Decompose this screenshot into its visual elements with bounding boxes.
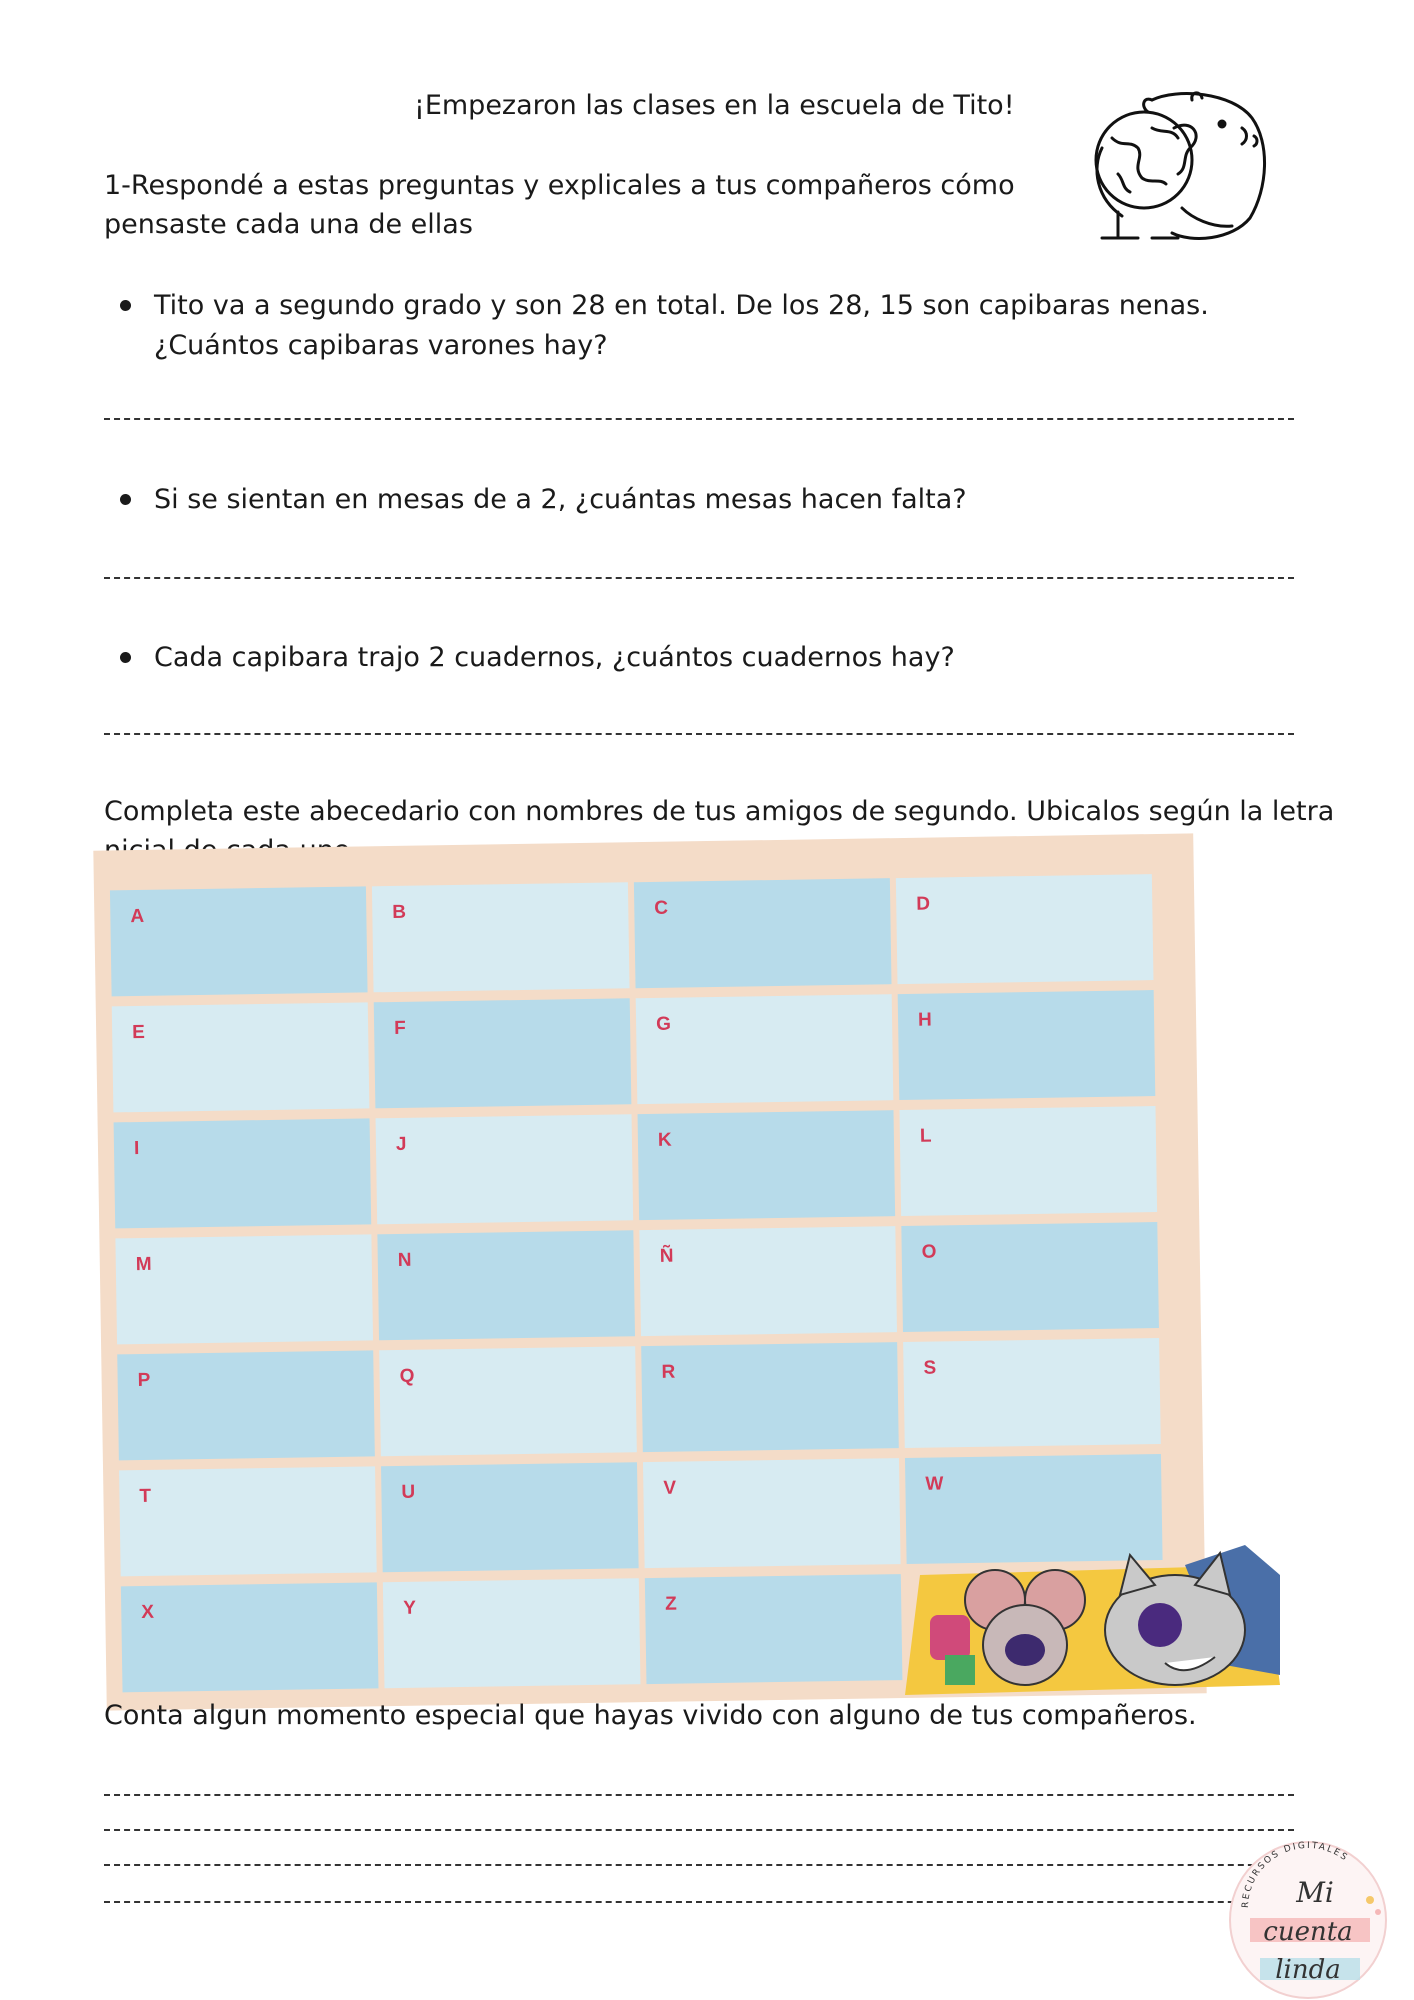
alphabet-letter: L bbox=[919, 1125, 932, 1147]
alphabet-letter: E bbox=[132, 1021, 146, 1044]
question-3: Cada capibara trajo 2 cuadernos, ¿cuántos cuadernos hay? bbox=[154, 642, 955, 673]
answer-line-1[interactable] bbox=[104, 418, 1294, 420]
alphabet-letter: Y bbox=[403, 1597, 417, 1619]
alphabet-cell-r[interactable] bbox=[641, 1342, 899, 1452]
alphabet-cell-p[interactable] bbox=[117, 1350, 375, 1460]
question-1-line-2: ¿Cuántos capibaras varones hay? bbox=[154, 330, 608, 361]
alphabet-letter: Ñ bbox=[659, 1245, 674, 1267]
alphabet-letter: Z bbox=[665, 1593, 677, 1615]
story-line-3[interactable] bbox=[104, 1864, 1294, 1866]
alphabet-letter: X bbox=[141, 1601, 155, 1624]
alphabet-letter: O bbox=[921, 1241, 937, 1263]
alphabet-cell-l[interactable] bbox=[899, 1106, 1157, 1216]
alphabet-letter: M bbox=[135, 1253, 152, 1276]
alphabet-cell-o[interactable] bbox=[901, 1222, 1159, 1332]
bullet bbox=[120, 300, 131, 311]
alphabet-cell-s[interactable] bbox=[903, 1338, 1161, 1448]
alphabet-letter: F bbox=[393, 1017, 406, 1039]
alphabet-letter: S bbox=[923, 1357, 937, 1379]
alphabet-cell-a[interactable] bbox=[110, 886, 368, 996]
question-1-line-1: Tito va a segundo grado y son 28 en total. De los 28, 15 son capibaras nenas. bbox=[154, 290, 1209, 321]
cat-mouse-illustration bbox=[885, 1545, 1280, 1695]
alphabet-letter: I bbox=[133, 1138, 140, 1160]
logo-ring-text: RECURSOS DIGITALES bbox=[1240, 1840, 1351, 1909]
alphabet-cell-d[interactable] bbox=[896, 874, 1154, 984]
alphabet-cell-x[interactable] bbox=[121, 1582, 379, 1692]
alphabet-cell-z[interactable] bbox=[645, 1574, 903, 1684]
bullet bbox=[120, 494, 131, 505]
alphabet-cell-k[interactable] bbox=[638, 1110, 896, 1220]
alphabet-cell-i[interactable] bbox=[114, 1118, 372, 1228]
alphabet-letter: U bbox=[401, 1481, 416, 1503]
alphabet-letter: W bbox=[925, 1473, 944, 1495]
instruction-line-1: 1-Respondé a estas preguntas y explicales a tus compañeros cómo bbox=[104, 170, 1015, 201]
page-title: ¡Empezaron las clases en la escuela de Tito! bbox=[414, 90, 1015, 121]
alphabet-cell-g[interactable] bbox=[636, 994, 894, 1104]
bullet bbox=[120, 652, 131, 663]
logo-line-1: Mi bbox=[1296, 1876, 1334, 1909]
story-prompt: Conta algun momento especial que hayas vivido con alguno de tus compañeros. bbox=[104, 1700, 1197, 1731]
alphabet-cell-e[interactable] bbox=[112, 1002, 370, 1112]
mi-cuenta-linda-logo bbox=[1220, 1830, 1396, 2000]
alphabet-cell-y[interactable] bbox=[383, 1578, 641, 1688]
alphabet-letter: H bbox=[917, 1009, 932, 1031]
instruction-line-2: pensaste cada una de ellas bbox=[104, 209, 473, 240]
alphabet-cell-ñ[interactable] bbox=[639, 1226, 897, 1336]
alphabet-letter: B bbox=[392, 901, 407, 924]
alphabet-letter: C bbox=[654, 897, 669, 919]
alphabet-letter: A bbox=[130, 905, 145, 928]
alphabet-cell-u[interactable] bbox=[381, 1462, 639, 1572]
alphabet-letter: J bbox=[395, 1133, 407, 1155]
alphabet-cell-f[interactable] bbox=[374, 998, 632, 1108]
abecedario-instruction-line-1: Completa este abecedario con nombres de tus amigos de segundo. Ubicalos según la letra bbox=[104, 796, 1335, 827]
answer-line-2[interactable] bbox=[104, 577, 1294, 579]
alphabet-letter: R bbox=[661, 1361, 676, 1383]
alphabet-letter: V bbox=[663, 1477, 677, 1499]
alphabet-letter: G bbox=[655, 1013, 672, 1035]
story-line-1[interactable] bbox=[104, 1794, 1294, 1796]
alphabet-cell-n[interactable] bbox=[377, 1230, 635, 1340]
alphabet-cell-q[interactable] bbox=[379, 1346, 637, 1456]
logo-line-3: linda bbox=[1275, 1955, 1341, 1985]
alphabet-cell-b[interactable] bbox=[372, 882, 630, 992]
alphabet-cell-v[interactable] bbox=[643, 1458, 901, 1568]
alphabet-cell-h[interactable] bbox=[898, 990, 1156, 1100]
alphabet-cell-c[interactable] bbox=[634, 878, 892, 988]
alphabet-letter: K bbox=[657, 1129, 672, 1151]
alphabet-letter: D bbox=[916, 893, 931, 915]
alphabet-letter: T bbox=[139, 1485, 152, 1508]
answer-line-3[interactable] bbox=[104, 733, 1294, 735]
alphabet-cell-j[interactable] bbox=[376, 1114, 634, 1224]
story-line-2[interactable] bbox=[104, 1829, 1294, 1831]
question-2: Si se sientan en mesas de a 2, ¿cuántas mesas hacen falta? bbox=[154, 484, 967, 515]
alphabet-letter: P bbox=[137, 1369, 151, 1392]
alphabet-letter: Q bbox=[399, 1365, 415, 1387]
logo-line-2: cuenta bbox=[1263, 1917, 1353, 1947]
capybara-globe-illustration bbox=[1082, 88, 1272, 248]
alphabet-cell-m[interactable] bbox=[115, 1234, 373, 1344]
alphabet-cell-t[interactable] bbox=[119, 1466, 377, 1576]
story-line-4[interactable] bbox=[104, 1901, 1294, 1903]
alphabet-letter: N bbox=[397, 1249, 412, 1271]
